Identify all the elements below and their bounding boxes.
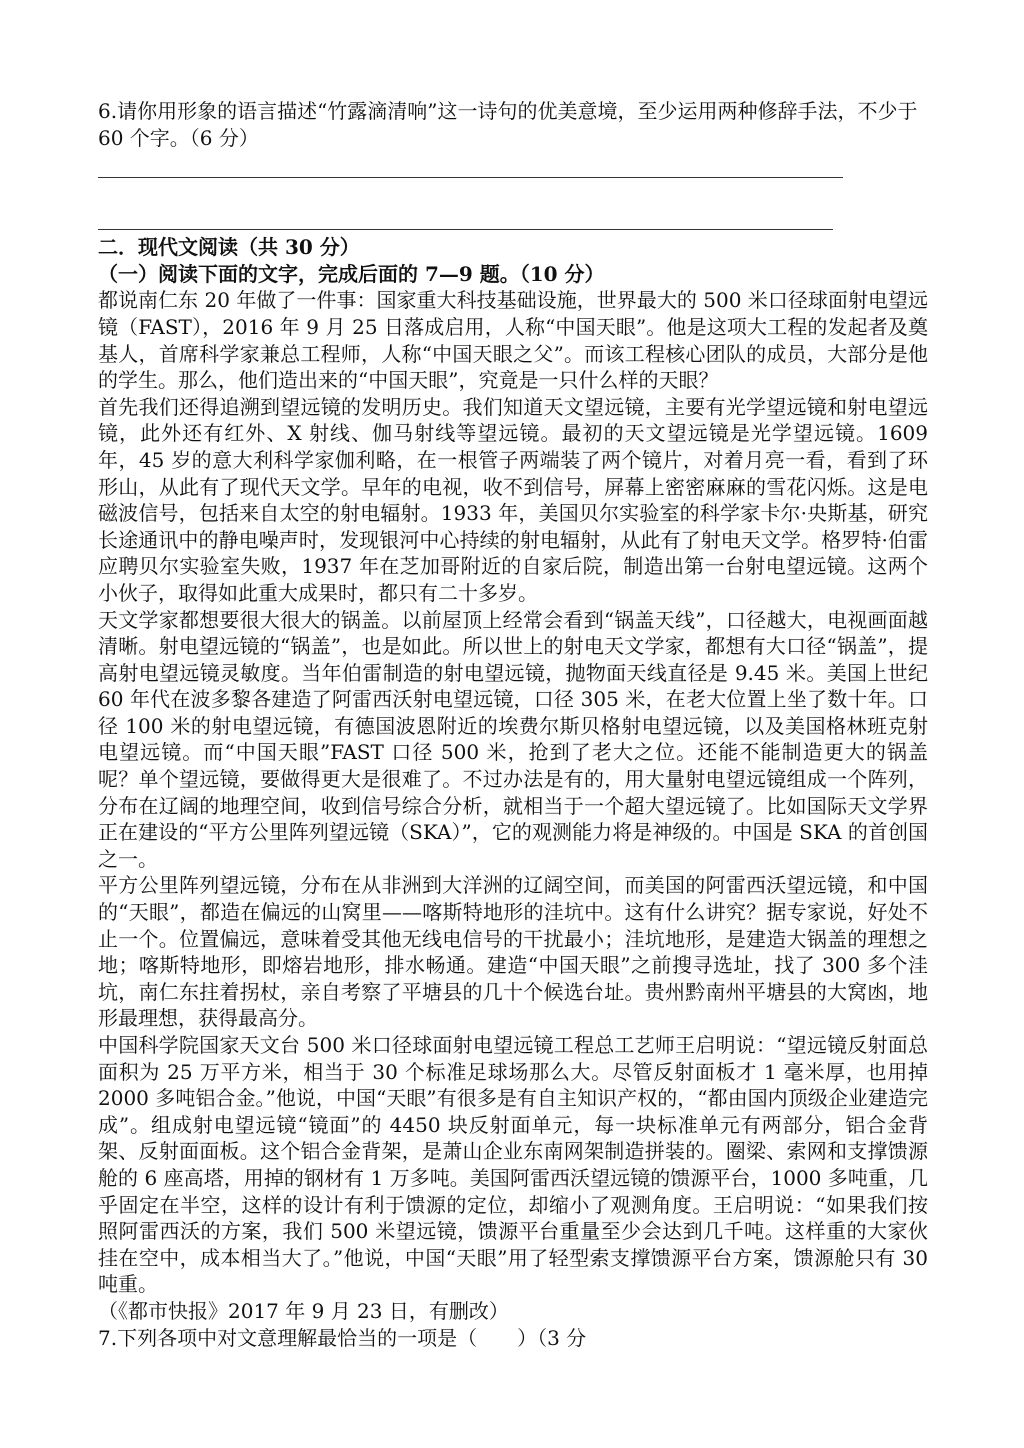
article-source: （《都市快报》2017 年 9 月 23 日，有删改） (98, 1298, 509, 1323)
article-paragraph: 中国科学院国家天文台 500 米口径球面射电望远镜工程总工艺师王启明说：“望远镜反射面总面积为 25 万平方米，相当于 30 个标准足球场那么大。尽管反射面板才 1 毫米厚，也用掉 2000 多吨铝合金。”他说，中国“天眼”有很多是有自主知识产权的，“都由国内顶级企业建造完成”。组成射电望远镜“镜面”的 4450 块反射面单元，每一块标准单元有两部分，铝合金背架、反射面面板。这个铝合金背架，是萧山企业东南网架制造拼装的。圈梁、索网和支撑馈源舱的 6 座高塔，用掉的钢材有 1 万多吨。美国阿雷西沃望远镜的馈源平台，1000 多吨重，几乎固定在半空，这样的设计有利于馈源的定位，却缩小了观测角度。王启明说：“如果我们按照阿雷西沃的方案，我们 500 米望远镜，馈源平台重量至少会达到几千吨。这样重的大家伙挂在空中，成本相当大了。”他说，中国“天眼”用了轻型索支撑馈源平台方案，馈源舱只有 30 吨重。 (98, 1033, 928, 1297)
page-content (98, 98, 928, 1351)
article-paragraph: 都说南仁东 20 年做了一件事：国家重大科技基础设施，世界最大的 500 米口径球面射电望远镜（FAST），2016 年 9 月 25 日落成启用，人称“中国天眼”。他是这项大工程的发起者及奠基人，首席科学家兼总工程师，人称“中国天眼之父”。而该工程核心团队的成员，大部分是他的学生。那么，他们造出来的“中国天眼”，究竟是一只什么样的天眼？ (98, 288, 928, 393)
article-paragraph: 首先我们还得追溯到望远镜的发明历史。我们知道天文望远镜，主要有光学望远镜和射电望远镜，此外还有红外、X 射线、伽马射线等望远镜。最初的天文望远镜是光学望远镜。1609 年，45 岁的意大利科学家伽利略，在一根管子两端装了两个镜片，对着月亮一看，看到了环形山，从此有了现代天文学。早年的电视，收不到信号，屏幕上密密麻麻的雪花闪烁。这是电磁波信号，包括来自太空的射电辐射。1933 年，美国贝尔实验室的科学家卡尔·央斯基，研究长途通讯中的静电噪声时，发现银河中心持续的射电辐射，从此有了射电天文学。格罗特·伯雷应聘贝尔实验室失败，1937 年在芝加哥附近的自家后院，制造出第一台射电望远镜。这两个小伙子，取得如此重大成果时，都只有二十多岁。 (98, 394, 928, 605)
answer-line (98, 203, 833, 230)
part-title: （一）阅读下面的文字，完成后面的 7—9 题。（10 分） (98, 261, 605, 286)
article-paragraph: 天文学家都想要很大很大的锅盖。以前屋顶上经常会看到“锅盖天线”，口径越大，电视画面越清晰。射电望远镜的“锅盖”，也是如此。所以世上的射电天文学家，都想有大口径“锅盖”，提高射电望远镜灵敏度。当年伯雷制造的射电望远镜，抛物面天线直径是 9.45 米。美国上世纪 60 年代在波多黎各建造了阿雷西沃射电望远镜，口径 305 米，在老大位置上坐了数十年。口径 100 米的射电望远镜，有德国波恩附近的埃费尔斯贝格射电望远镜，以及美国格林班克射电望远镜。而“中国天眼”FAST 口径 500 米，抢到了老大之位。还能不能制造更大的锅盖呢？单个望远镜，要做得更大是很难了。不过办法是有的，用大量射电望远镜组成一个阵列，分布在辽阔的地理空间，收到信号综合分析，就相当于一个超大望远镜了。比如国际天文学界正在建设的“平方公里阵列望远镜（SKA）”，它的观测能力将是神级的。中国是 SKA 的首创国之一。 (98, 607, 928, 871)
question-6: 6.请你用形象的语言描述“竹露滴清响”这一诗句的优美意境，至少运用两种修辞手法，不少于 60 个字。（6 分） (98, 99, 918, 150)
article-paragraph: 平方公里阵列望远镜，分布在从非洲到大洋洲的辽阔空间，而美国的阿雷西沃望远镜，和中国的“天眼”，都造在偏远的山窝里——喀斯特地形的洼坑中。这有什么讲究？据专家说，好处不止一个。位置偏远，意味着受其他无线电信号的干扰最小；洼坑地形，是建造大锅盖的理想之地；喀斯特地形，即熔岩地形，排水畅通。建造“中国天眼”之前搜寻选址，找了 300 多个洼坑，南仁东拄着拐杖，亲自考察了平塘县的几十个候选台址。贵州黔南州平塘县的大窝凼，地形最理想，获得最高分。 (98, 873, 928, 1031)
answer-line (98, 151, 843, 178)
section-title: 二．现代文阅读（共 30 分） (98, 235, 360, 260)
question-7: 7.下列各项中对文意理解最恰当的一项是（ ）（3 分 (98, 1325, 587, 1350)
